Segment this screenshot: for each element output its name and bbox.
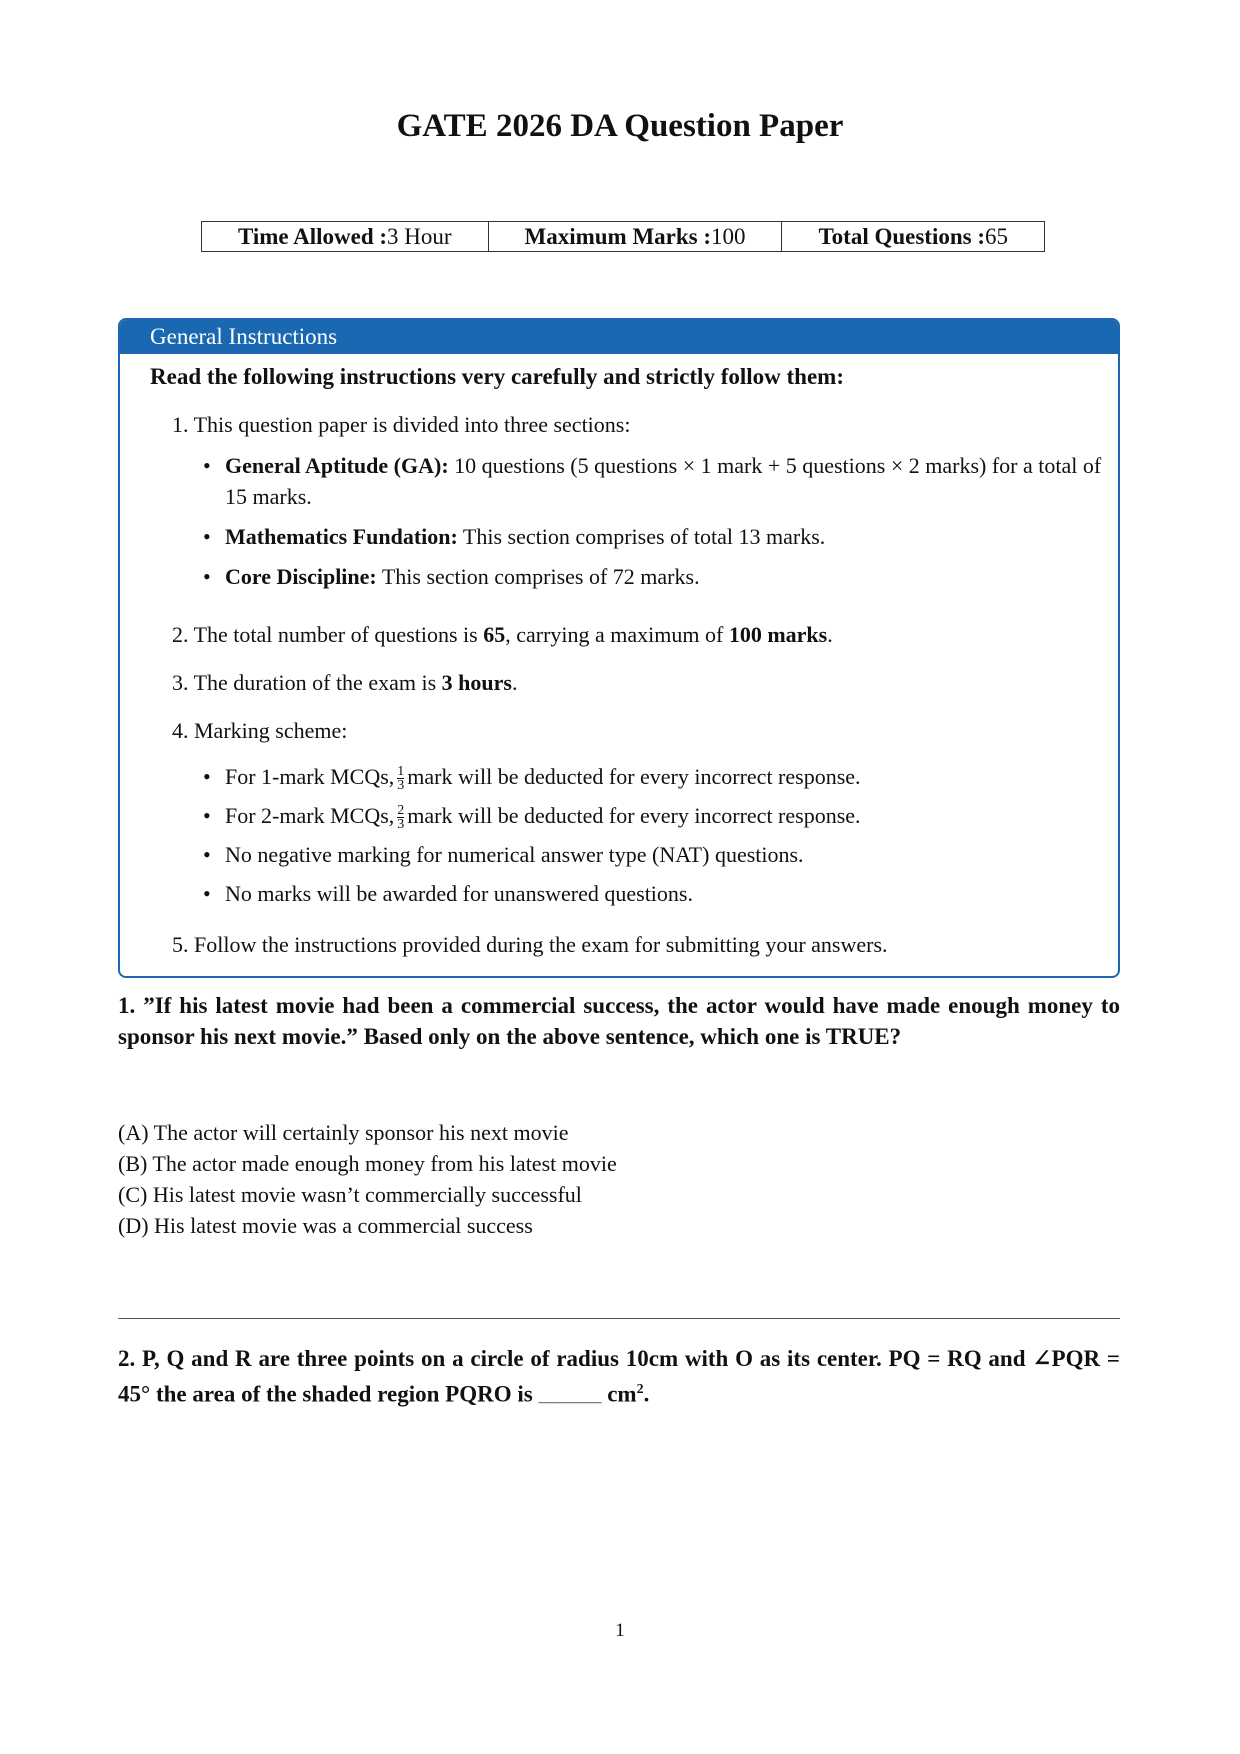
- instruction-5: 5. Follow the instructions provided during the exam for submitting your answers.: [172, 932, 888, 957]
- exam-meta-table: [201, 221, 1045, 252]
- max-marks-cell: [489, 222, 783, 251]
- section-desc: This section comprises of 72 marks.: [376, 564, 700, 589]
- instruction-4: 4. Marking scheme:: [172, 718, 348, 743]
- section-name: Mathematics Fundation:: [225, 524, 458, 549]
- section-desc: 10 questions (5 questions × 1 mark + 5 questions × 2 marks) for a total of 15 marks.: [225, 453, 1102, 509]
- instructions-header: General Instructions: [120, 320, 1118, 354]
- option-b: (B) The actor made enough money from his latest movie: [118, 1151, 617, 1176]
- time-label: Time Allowed :: [237, 223, 388, 249]
- questions-label: Total Questions :: [818, 223, 986, 249]
- question-1-text: 1. ”If his latest movie had been a commercial success, the actor would have made enough money to sponsor his next movie.” Based only on the above sentence, which one is TRUE?: [118, 993, 1120, 1049]
- section-item: • General Aptitude (GA): 10 questions (5 questions × 1 mark + 5 questions × 2 marks) for a total of 15 marks.: [203, 453, 1102, 509]
- question-2-text: 2. P, Q and R are three points on a circle of radius 10cm with O as its center. PQ = RQ and ∠PQR = 45° the area of the shaded region PQRO is _________ $cm^2$.: [118, 1346, 1120, 1407]
- section-item: • Mathematics Fundation: This section comprises of total 13 marks.: [203, 524, 826, 549]
- section-list: [203, 450, 1105, 592]
- fraction-one-third: $\frac{1}{3}$: [397, 764, 405, 794]
- answer-blank: _________: [538, 1390, 602, 1406]
- scheme-item: • For 2-mark MCQs, $\frac{2}{3}$ mark will be deducted for every incorrect response.: [203, 803, 861, 833]
- fraction-two-thirds: $\frac{2}{3}$: [397, 803, 405, 833]
- marking-scheme-list: [203, 757, 1105, 913]
- time-value: 3 Hour: [387, 223, 452, 249]
- time-allowed-cell: [202, 222, 489, 251]
- marks-value: 100: [711, 223, 746, 249]
- page-number: 1: [615, 1620, 625, 1641]
- option-a: (A) The actor will certainly sponsor his next movie: [118, 1120, 569, 1145]
- section-desc: This section comprises of total 13 marks.: [457, 524, 826, 549]
- total-questions-cell: [782, 222, 1044, 251]
- instructions-lead: Read the following instructions very carefully and strictly follow them:: [150, 364, 844, 389]
- section-item: • Core Discipline: This section comprises of 72 marks.: [203, 564, 700, 589]
- option-c: (C) His latest movie wasn’t commercially successful: [118, 1182, 582, 1207]
- instruction-3: 3. The duration of the exam is 3 hours.: [172, 670, 518, 695]
- section-name: Core Discipline:: [225, 564, 377, 589]
- instructions-box: [118, 318, 1120, 978]
- scheme-item: • For 1-mark MCQs, $\frac{1}{3}$ mark will be deducted for every incorrect response.: [203, 764, 861, 794]
- scheme-item: • No negative marking for numerical answer type (NAT) questions.: [203, 842, 804, 867]
- page-title: GATE 2026 DA Question Paper: [396, 108, 844, 144]
- option-d: (D) His latest movie was a commercial success: [118, 1213, 533, 1238]
- scheme-item: • No marks will be awarded for unanswered questions.: [203, 881, 693, 906]
- questions-value: 65: [985, 223, 1009, 249]
- instruction-2: 2. The total number of questions is 65, carrying a maximum of 100 marks.: [172, 622, 833, 647]
- section-name: General Aptitude (GA):: [225, 453, 449, 478]
- divider: [118, 1318, 1120, 1319]
- marks-label: Maximum Marks :: [524, 223, 712, 249]
- instruction-1: 1. This question paper is divided into three sections:: [172, 412, 631, 437]
